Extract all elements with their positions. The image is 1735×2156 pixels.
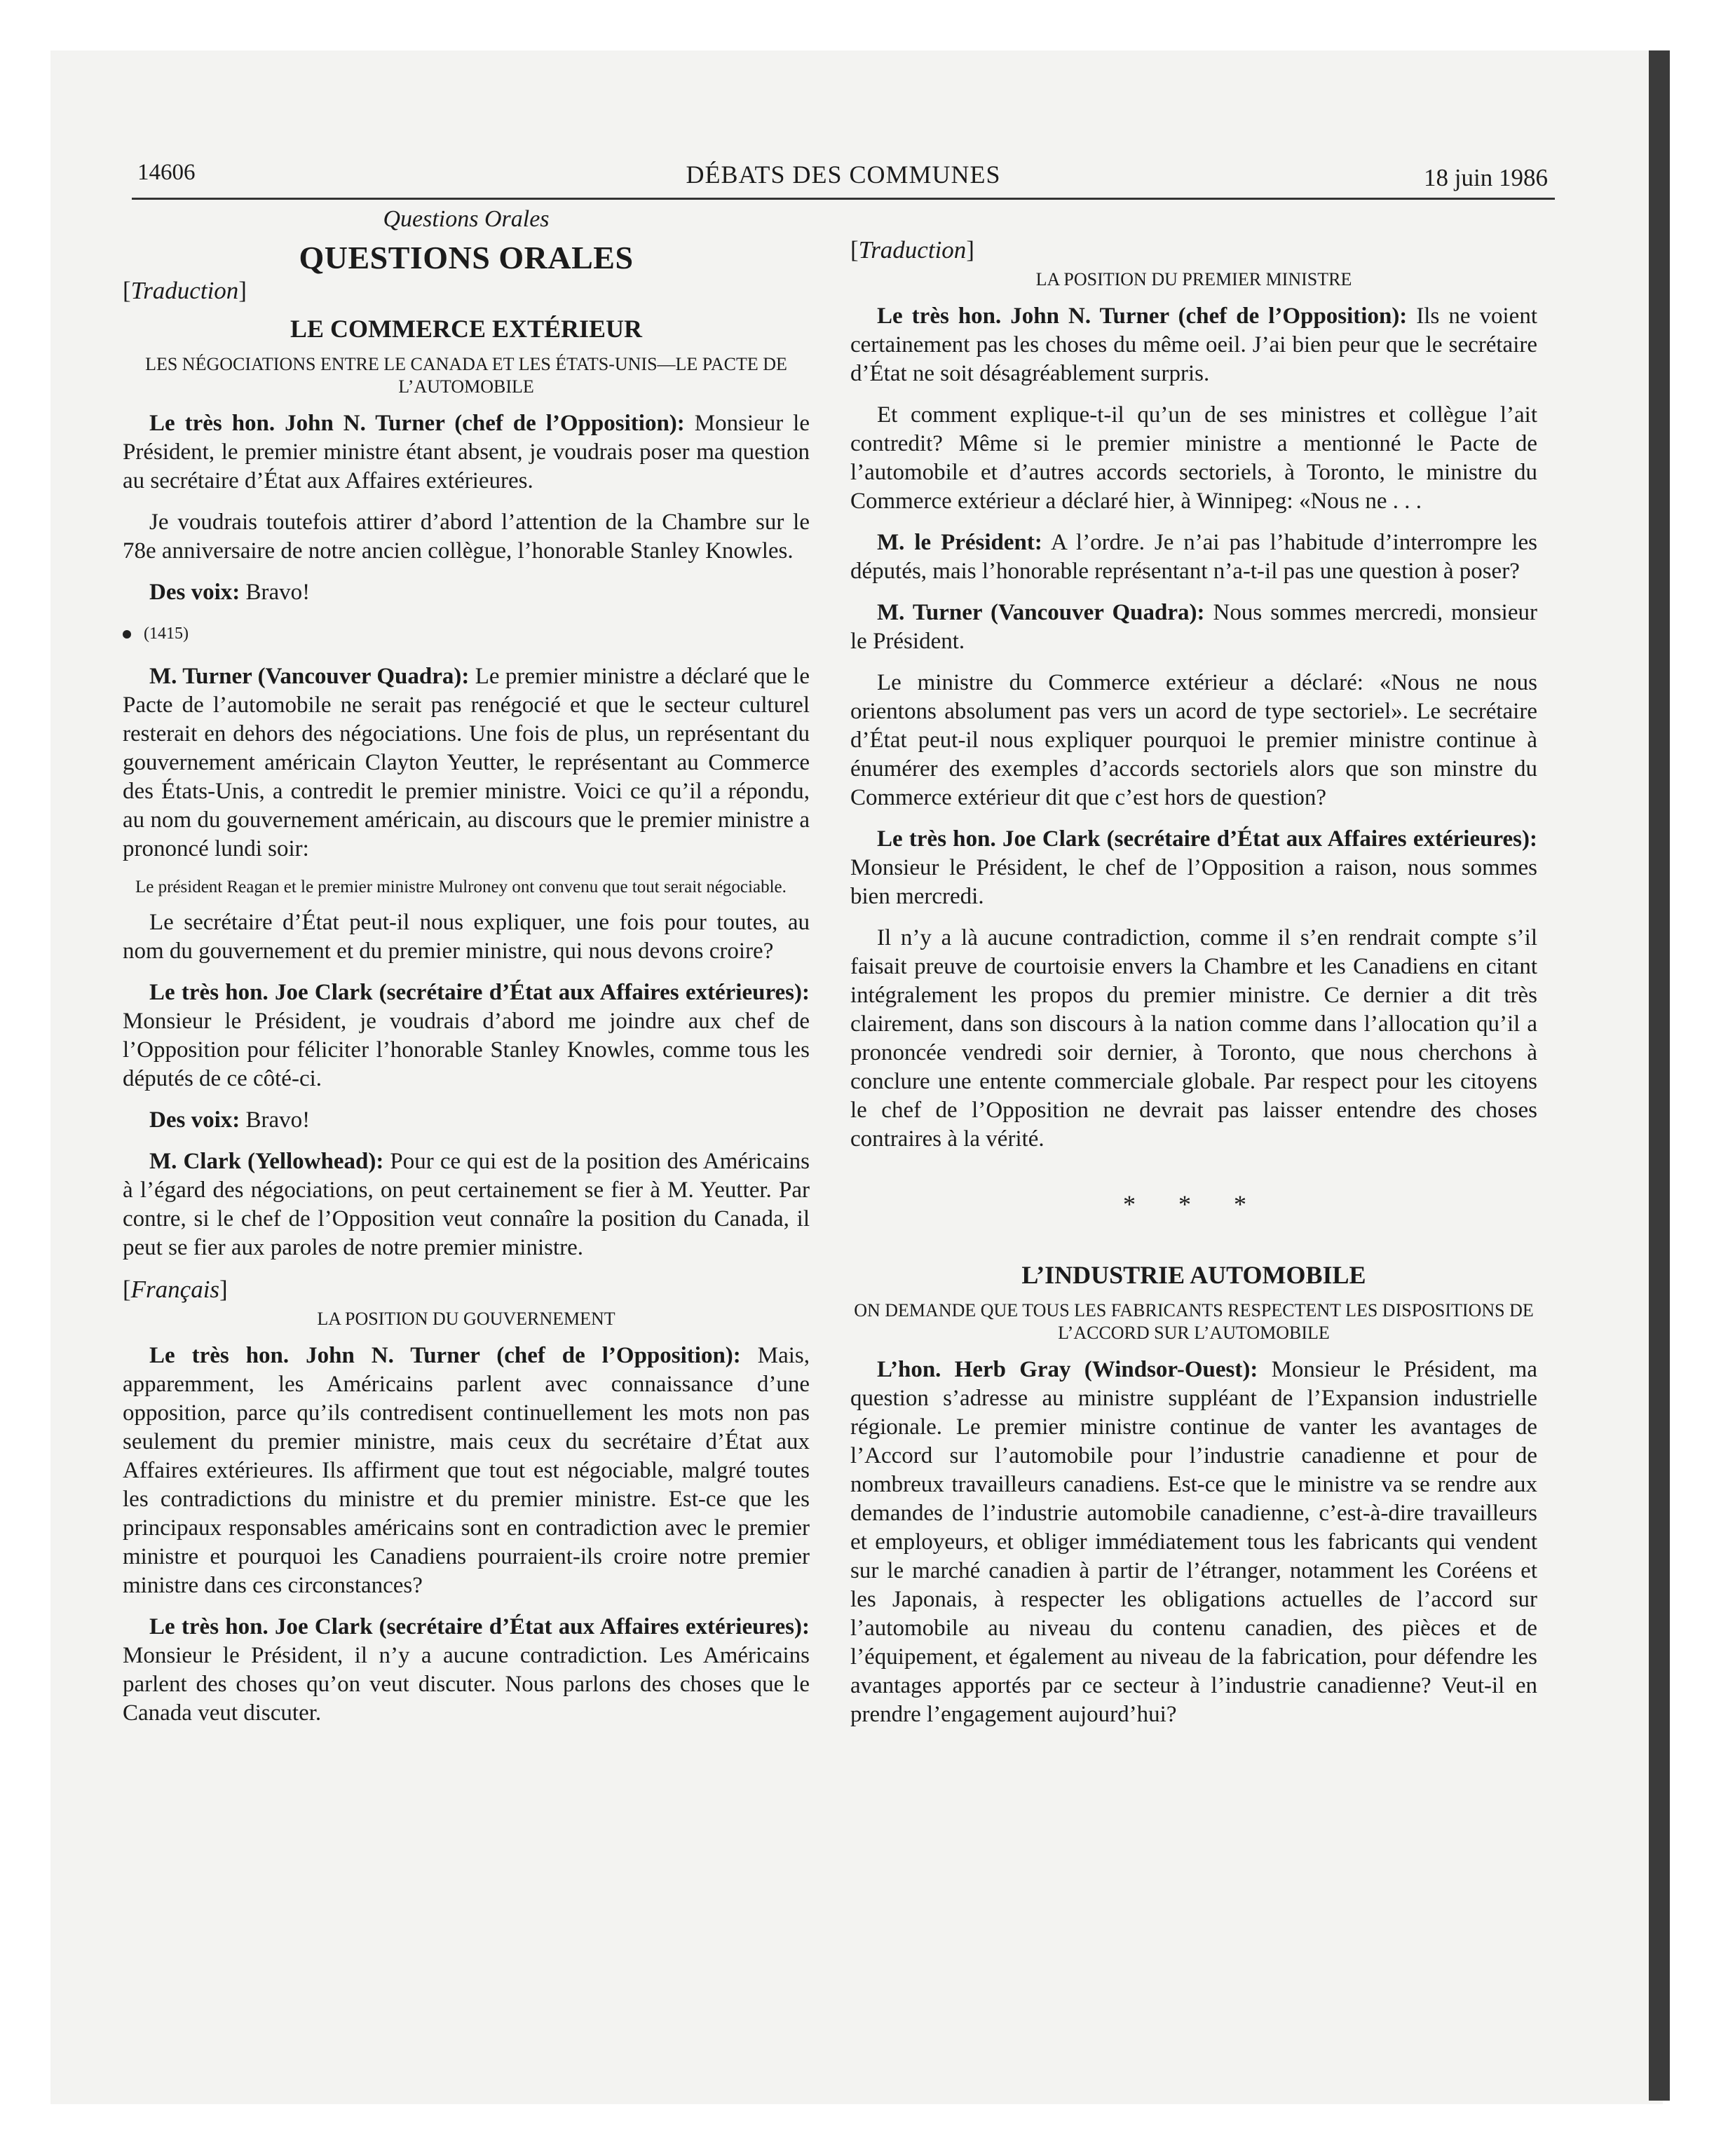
- speaker-name: Le très hon. Joe Clark (secrétaire d’État aux Affaires extérieures):: [149, 1614, 810, 1639]
- time-label: (1415): [144, 625, 189, 643]
- scan-edge-shadow: [1649, 50, 1670, 2101]
- speech-text: A l’ordre. Je n’ai pas l’habitude d’interrompre les députés, mais l’honorable représentant n’a-t-il pas une question à poser?: [850, 530, 1537, 584]
- left-column: [123, 203, 810, 1740]
- page-header: [132, 156, 1555, 200]
- speech-paragraph: Le ministre du Commerce extérieur a déclaré: «Nous ne nous orientons absolument pas vers un acord de type sectoriel». Le secrétaire d’État peut-il nous expliquer pourquoi le premier ministre continue à énumérer des exemples d’accords sectoriels alors que son minstre du Commerce extérieur dit que c’est hors de question?: [850, 670, 1537, 810]
- main-title: QUESTIONS ORALES: [299, 240, 634, 275]
- translation-tag-label: Traduction: [130, 277, 239, 304]
- language-tag: [Français]: [123, 1276, 228, 1303]
- speaker-name: Le très hon. Joe Clark (secrétaire d’État aux Affaires extérieures):: [149, 980, 810, 1005]
- time-marker: [123, 620, 810, 648]
- page-date: 18 juin 1986: [1424, 164, 1548, 191]
- speech-paragraph: [123, 578, 810, 607]
- translation-tag-label: Traduction: [858, 236, 967, 264]
- speech-paragraph: [850, 302, 1537, 388]
- quotation: Le président Reagan et le premier ministre Mulroney ont convenu que tout serait négociable.: [135, 878, 787, 896]
- speech-paragraph: [123, 1613, 810, 1728]
- section-subtitle: ON DEMANDE QUE TOUS LES FABRICANTS RESPECTENT LES DISPOSITIONS DE L’ACCORD SUR L’AUTOMOBILE: [854, 1300, 1534, 1343]
- speaker-name: M. Clark (Yellowhead):: [149, 1149, 384, 1174]
- speaker-name: M. Turner (Vancouver Quadra):: [149, 664, 470, 689]
- section-title: L’INDUSTRIE AUTOMOBILE: [1021, 1261, 1366, 1289]
- speaker-name: Le très hon. John N. Turner (chef de l’Opposition):: [149, 411, 685, 436]
- speaker-name: Le très hon. Joe Clark (secrétaire d’État aux Affaires extérieures):: [877, 826, 1537, 852]
- speech-text: Le premier ministre a déclaré que le Pacte de l’automobile ne serait pas renégocié et que le secteur culturel resterait en dehors des négociations. Une fois de plus, un représentant du gouvernement américain Clayton Yeutter, le représentant au Commerce des États-Unis, a contredit le premier ministre. Voici ce qu’il a répondu, au nom du gouvernement américain, au discours que le premier ministre a prononcé lundi soir:: [123, 664, 810, 861]
- speech-text: Monsieur le Président, je voudrais d’abord me joindre aux chef de l’Opposition pour féliciter l’honorable Stanley Knowles, comme tous les députés de ce côté-ci.: [123, 1009, 810, 1091]
- speech-text: Bravo!: [240, 1107, 311, 1133]
- speech-text: Mais, apparemment, les Américains parlent avec connaissance d’une opposition, parce qu’ils contredisent continuellement les mots non pas seulement du premier ministre, mais ceux du secrétaire d’État aux Affaires extérieures. Ils affirment que tout est négociable, malgré toutes les contradictions du ministre et du premier ministre. Est-ce que les principaux responsables américains sont en contradiction avec le premier ministre et pourquoi les Canadiens pourraient-ils croire notre premier ministre dans ces circonstances?: [123, 1343, 810, 1598]
- speech-paragraph: [850, 599, 1537, 656]
- speech-text: Monsieur le Président, le premier ministre étant absent, je voudrais poser ma question au secrétaire d’État aux Affaires extérieures.: [123, 411, 810, 493]
- speech-paragraph: Je voudrais toutefois attirer d’abord l’attention de la Chambre sur le 78e anniversaire de notre ancien collègue, l’honorable Stanley Knowles.: [123, 510, 810, 564]
- speech-text: Monsieur le Président, il n’y a aucune contradiction. Les Américains parlent des choses qu’on veut discuter. Nous parlons des choses que le Canada veut discuter.: [123, 1643, 810, 1726]
- speaker-name: M. Turner (Vancouver Quadra):: [877, 600, 1205, 625]
- speaker-name: Des voix:: [149, 1107, 240, 1133]
- bullet-icon: [123, 630, 131, 639]
- language-tag-label: Français: [130, 1276, 220, 1303]
- speech-paragraph: [850, 1356, 1537, 1729]
- speech-text: Pour ce qui est de la position des Américains à l’égard des négociations, on peut certainement se fier à M. Yeutter. Par contre, si le chef de l’Opposition veut connaîre la position du Canada, il peut se fier aux paroles de notre premier ministre.: [123, 1149, 810, 1260]
- speaker-name: L’hon. Herb Gray (Windsor-Ouest):: [877, 1357, 1258, 1382]
- section-subtitle: LA POSITION DU GOUVERNEMENT: [317, 1309, 615, 1329]
- speaker-name: Le très hon. John N. Turner (chef de l’Opposition):: [149, 1343, 741, 1368]
- running-title: Questions Orales: [383, 206, 550, 232]
- speaker-name: Des voix:: [149, 580, 240, 605]
- speech-paragraph: [123, 662, 810, 864]
- section-subtitle: LES NÉGOCIATIONS ENTRE LE CANADA ET LES ÉTATS-UNIS—LE PACTE DE L’AUTOMOBILE: [145, 354, 787, 397]
- section-separator: * * *: [1123, 1190, 1265, 1218]
- section-title: LE COMMERCE EXTÉRIEUR: [290, 315, 643, 343]
- speech-text: Ils ne voient certainement pas les choses du même oeil. J’ai bien peur que le secrétaire d’État ne soit désagréablement surpris.: [850, 303, 1537, 386]
- speech-paragraph: [123, 978, 810, 1093]
- speech-text: Monsieur le Président, ma question s’adresse au ministre suppléant de l’Expansion industrielle régionale. Le premier ministre continue de vanter les avantages de l’Accord sur l’automobile pour l’industrie canadienne et pour de nombreux travailleurs canadiens. Est-ce que le ministre va se rendre aux demandes de l’industrie automobile canadienne, c’est-à-dire travailleurs et employeurs, et obliger immédiatement tous les fabricants qui vendent sur le marché canadien à partir de l’étranger, notamment les Coréens et les Japonais, à respecter les obligations actuelles de l’accord sur l’automobile au niveau du contenu canadien, des pièces et de l’équipement, et également au niveau de la fabrication, pour défendre les avantages apportés par ce secteur à l’industrie canadienne? Veut-il en prendre l’engagement aujourd’hui?: [850, 1357, 1537, 1727]
- speech-paragraph: Le secrétaire d’État peut-il nous expliquer, une fois pour toutes, au nom du gouvernement et du premier ministre, qui nous devons croire?: [123, 910, 810, 964]
- speech-text: Nous sommes mercredi, monsieur le Président.: [850, 600, 1537, 654]
- section-subtitle: LA POSITION DU PREMIER MINISTRE: [1035, 269, 1352, 289]
- publication-title: DÉBATS DES COMMUNES: [686, 161, 1001, 189]
- speaker-name: Le très hon. John N. Turner (chef de l’Opposition):: [877, 303, 1408, 329]
- speaker-name: M. le Président:: [877, 530, 1042, 555]
- speech-text: Bravo!: [240, 580, 311, 605]
- speech-text: Monsieur le Président, le chef de l’Opposition a raison, nous sommes bien mercredi.: [850, 855, 1537, 909]
- speech-paragraph: [850, 825, 1537, 911]
- speech-paragraph: [123, 1147, 810, 1262]
- translation-tag: [Traduction]: [850, 236, 974, 264]
- translation-tag: [Traduction]: [123, 277, 247, 304]
- speech-paragraph: [850, 528, 1537, 586]
- page-number: 14606: [137, 160, 196, 185]
- speech-paragraph: [123, 409, 810, 496]
- speech-paragraph: Et comment explique-t-il qu’un de ses ministres et collègue l’ait contredit? Même si le premier ministre a mentionné le Pacte de l’automobile et d’autres accords sectoriels, à Toronto, le ministre du Commerce extérieur a déclaré hier, à Winnipeg: «Nous ne . . .: [850, 402, 1537, 514]
- speech-paragraph: [123, 1342, 810, 1600]
- right-column: [850, 231, 1537, 1742]
- speech-paragraph: [123, 1106, 810, 1135]
- speech-paragraph: Il n’y a là aucune contradiction, comme il s’en rendrait compte s’il faisait preuve de courtoisie envers la Chambre et les Canadiens en citant intégralement les propos du premier ministre. Ce dernier a dit très clairement, dans son discours à la nation comme dans l’allocation qu’il a prononcée vendredi soir dernier, à Toronto, que nous cherchons à conclure une entente commerciale globale. Par respect pour les citoyens le chef de l’Opposition ne devrait pas laisser entendre des choses contraires à la vérité.: [850, 925, 1537, 1152]
